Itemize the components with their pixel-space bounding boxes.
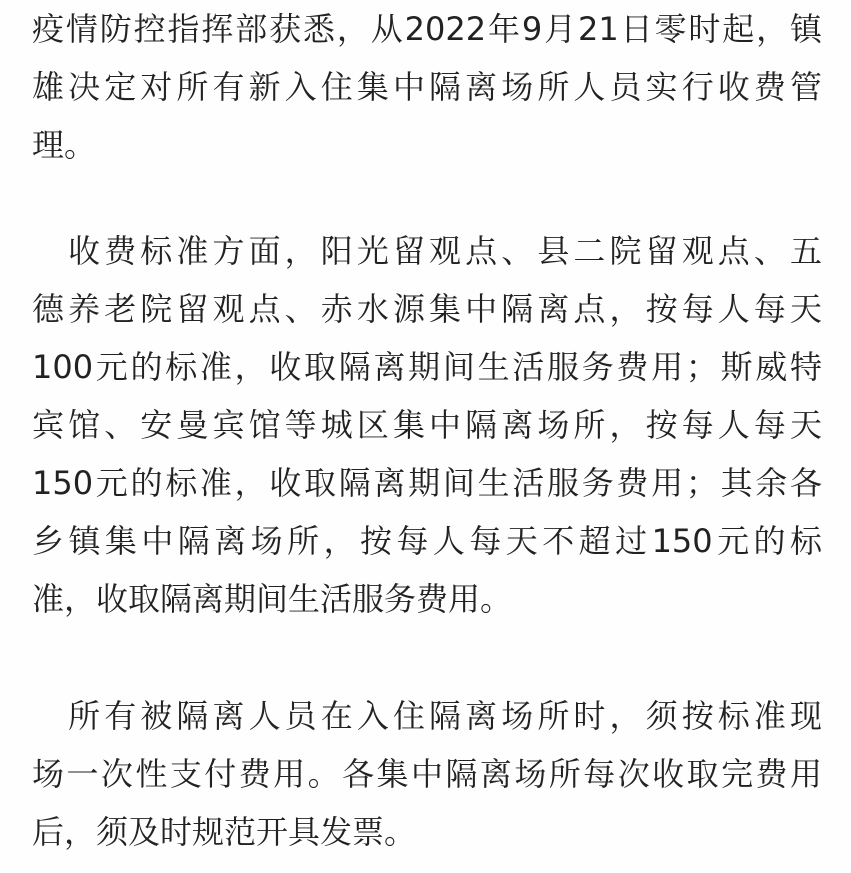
paragraph-line: 150元的标准，收取隔离期间生活服务费用；其余各 [32, 464, 822, 502]
paragraph-quarantine-fee-announcement [32, 0, 822, 174]
paragraph-line: 雄决定对所有新入住集中隔离场所人员实行收费管 [32, 68, 822, 106]
paragraph-line: 疫情防控指挥部获悉，从2022年9月21日零时起，镇 [32, 10, 822, 48]
paragraph-line: 乡镇集中隔离场所，按每人每天不超过150元的标 [32, 522, 822, 560]
paragraph-fee-standards [32, 222, 822, 628]
paragraph-line: 后，须及时规范开具发票。 [32, 813, 417, 851]
paragraph-line: 场一次性支付费用。各集中隔离场所每次收取完费用 [32, 755, 822, 793]
paragraph-line: 收费标准方面，阳光留观点、县二院留观点、五 [32, 232, 822, 270]
paragraph-line: 100元的标准，收取隔离期间生活服务费用；斯威特 [32, 348, 822, 386]
paragraph-payment-rules [32, 687, 822, 861]
paragraph-line: 理。 [32, 126, 97, 164]
paragraph-line: 准，收取隔离期间生活服务费用。 [32, 580, 513, 618]
paragraph-line: 宾馆、安曼宾馆等城区集中隔离场所，按每人每天 [32, 406, 822, 444]
paragraph-line: 德养老院留观点、赤水源集中隔离点，按每人每天 [32, 290, 822, 328]
paragraph-line: 所有被隔离人员在入住隔离场所时，须按标准现 [32, 697, 822, 735]
